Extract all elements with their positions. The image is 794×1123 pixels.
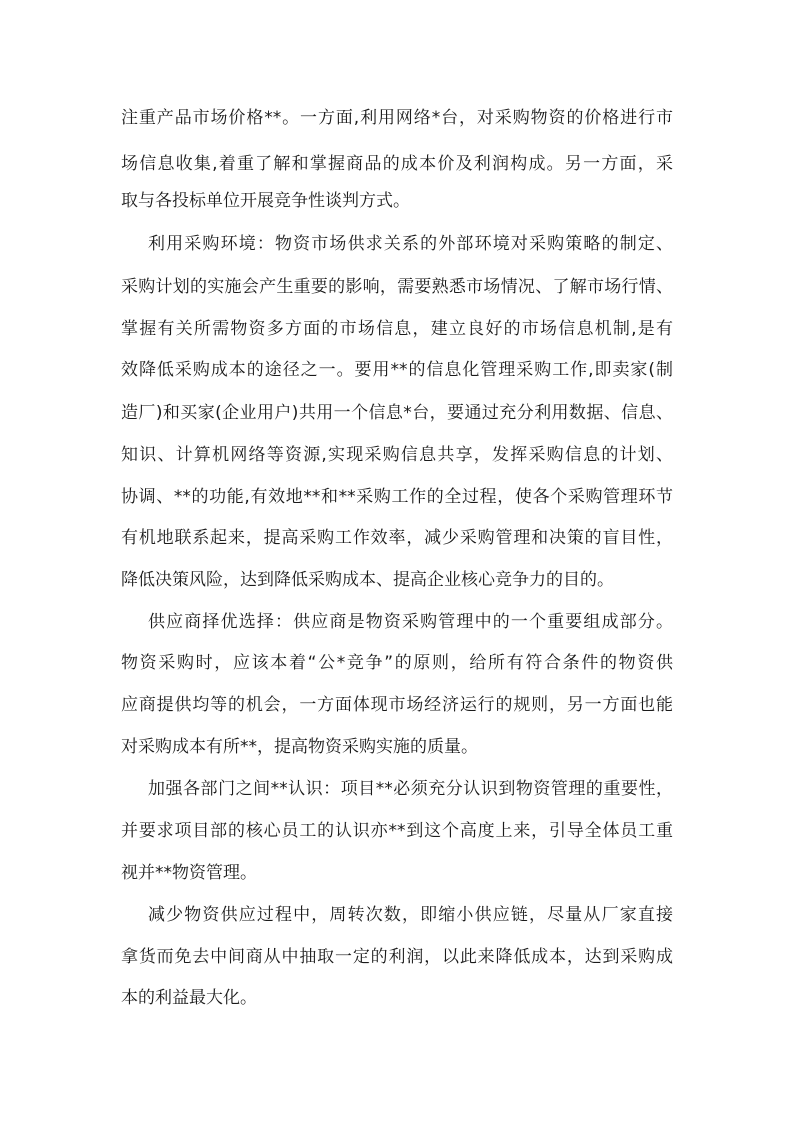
- text-line: 场信息收集,着重了解和掌握商品的成本价及利润构成。另一方面，采: [121, 154, 673, 174]
- text-line: 供应商择优选择：供应商是物资采购管理中的一个重要组成部分。: [148, 612, 673, 632]
- text-line: 本的利益最大化。: [121, 988, 257, 1008]
- text-line: 利用采购环境：物资市场供求关系的外部环境对采购策略的制定、: [148, 234, 673, 254]
- text-line: 并要求项目部的核心员工的认识亦**到这个高度上来，引导全体员工重: [121, 821, 673, 841]
- text-line: 对采购成本有所**，提高物资采购实施的质量。: [121, 737, 478, 757]
- text-line: 协调、**的功能,有效地**和**采购工作的全过程，使各个采购管理环节: [121, 487, 673, 507]
- text-line: 有机地联系起来，提高采购工作效率，减少采购管理和决策的盲目性，: [121, 528, 673, 548]
- text-line: 取与各投标单位开展竞争性谈判方式。: [121, 191, 410, 211]
- text-line: 掌握有关所需物资多方面的市场信息，建立良好的市场信息机制,是有: [121, 319, 673, 339]
- text-line: 效降低采购成本的途径之一。要用**的信息化管理采购工作,即卖家(制: [121, 360, 673, 380]
- text-line: 知识、计算机网络等资源,实现采购信息共享，发挥采购信息的计划、: [121, 445, 673, 465]
- text-line: 拿货而免去中间商从中抽取一定的利润，以此来降低成本，达到采购成: [121, 947, 673, 967]
- text-line: 物资采购时，应该本着“公*竞争”的原则，给所有符合条件的物资供: [121, 653, 673, 673]
- text-line: 降低决策风险，达到降低采购成本、提高企业核心竞争力的目的。: [121, 570, 614, 590]
- text-line: 减少物资供应过程中，周转次数，即缩小供应链，尽量从厂家直接: [148, 905, 673, 925]
- text-line: 造厂)和买家(企业用户)共用一个信息*台，要通过充分利用数据、信息、: [121, 403, 673, 423]
- text-line: 应商提供均等的机会，一方面体现市场经济运行的规则，另一方面也能: [121, 695, 673, 715]
- text-line: 加强各部门之间**认识：项目**必须充分认识到物资管理的重要性，: [148, 779, 673, 799]
- text-line: 视并**物资管理。: [121, 863, 257, 883]
- text-line: 注重产品市场价格**。一方面,利用网络*台，对采购物资的价格进行市: [121, 108, 673, 128]
- text-line: 采购计划的实施会产生重要的影响，需要熟悉市场情况、了解市场行情、: [121, 277, 673, 297]
